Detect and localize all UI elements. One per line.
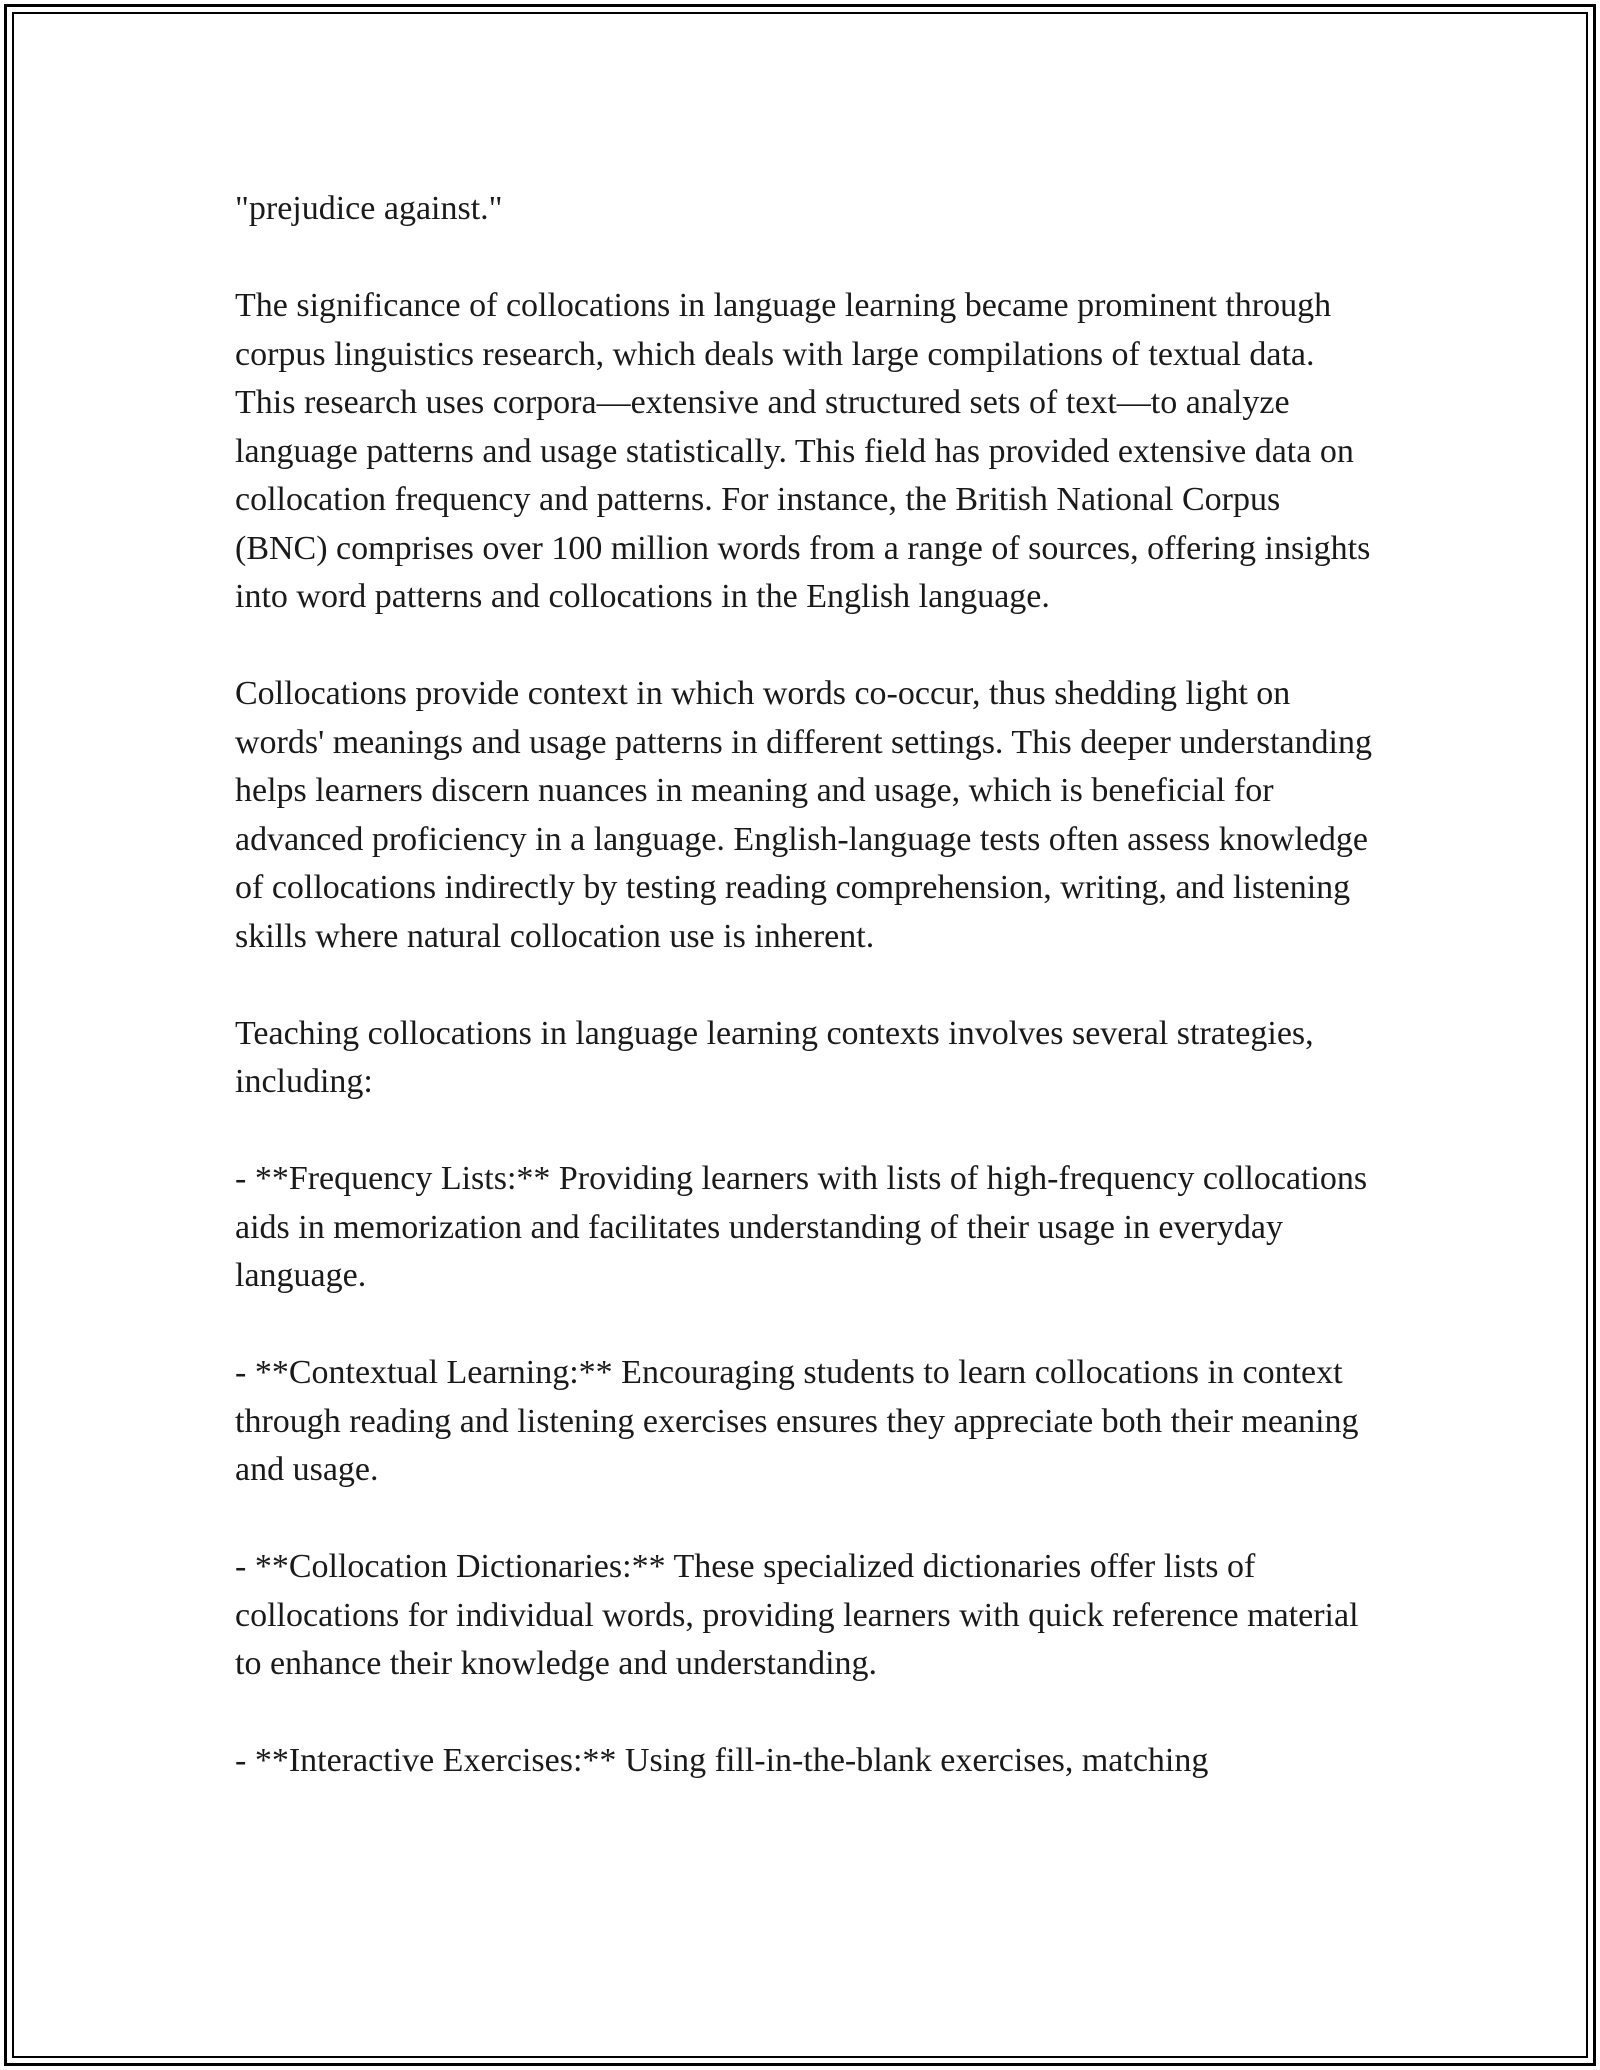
list-item-collocation-dictionaries: - **Collocation Dictionaries:** These specialized dictionaries offer lists of collocations for individual words, providing learners with quick reference material to enhance their knowledge and understanding. <box>235 1548 1359 1682</box>
list-item-frequency-lists: - **Frequency Lists:** Providing learners with lists of high-frequency collocations aids in memorization and facilitates understanding of their usage in everyday language. <box>235 1160 1368 1294</box>
paragraph-corpus-linguistics: The significance of collocations in language learning became prominent through corpus linguistics research, which deals with large compilations of textual data. This research uses corpora—extensive and structured sets of text—to analyze language patterns and usage statistically. This field has provided extensive data on collocation frequency and patterns. For instance, the British National Corpus (BNC) comprises over 100 million words from a range of sources, offering insights into word patterns and collocations in the English language. <box>235 287 1371 615</box>
paragraph-continuation: "prejudice against." <box>235 190 503 227</box>
paragraph-teaching-strategies: Teaching collocations in language learning contexts involves several strategies, including: <box>235 1014 1314 1100</box>
document-body <box>235 185 1375 1786</box>
list-item-contextual-learning: - **Contextual Learning:** Encouraging students to learn collocations in context through reading and listening exercises ensures they appreciate both their meaning and usage. <box>235 1354 1359 1488</box>
list-item-interactive-exercises: - **Interactive Exercises:** Using fill-in-the-blank exercises, matching <box>235 1742 1209 1779</box>
paragraph-collocation-context: Collocations provide context in which words co-occur, thus shedding light on words' meanings and usage patterns in different settings. This deeper understanding helps learners discern nuances in meaning and usage, which is beneficial for advanced proficiency in a language. English-language tests often assess knowledge of collocations indirectly by testing reading comprehension, writing, and listening skills where natural collocation use is inherent. <box>235 675 1372 955</box>
